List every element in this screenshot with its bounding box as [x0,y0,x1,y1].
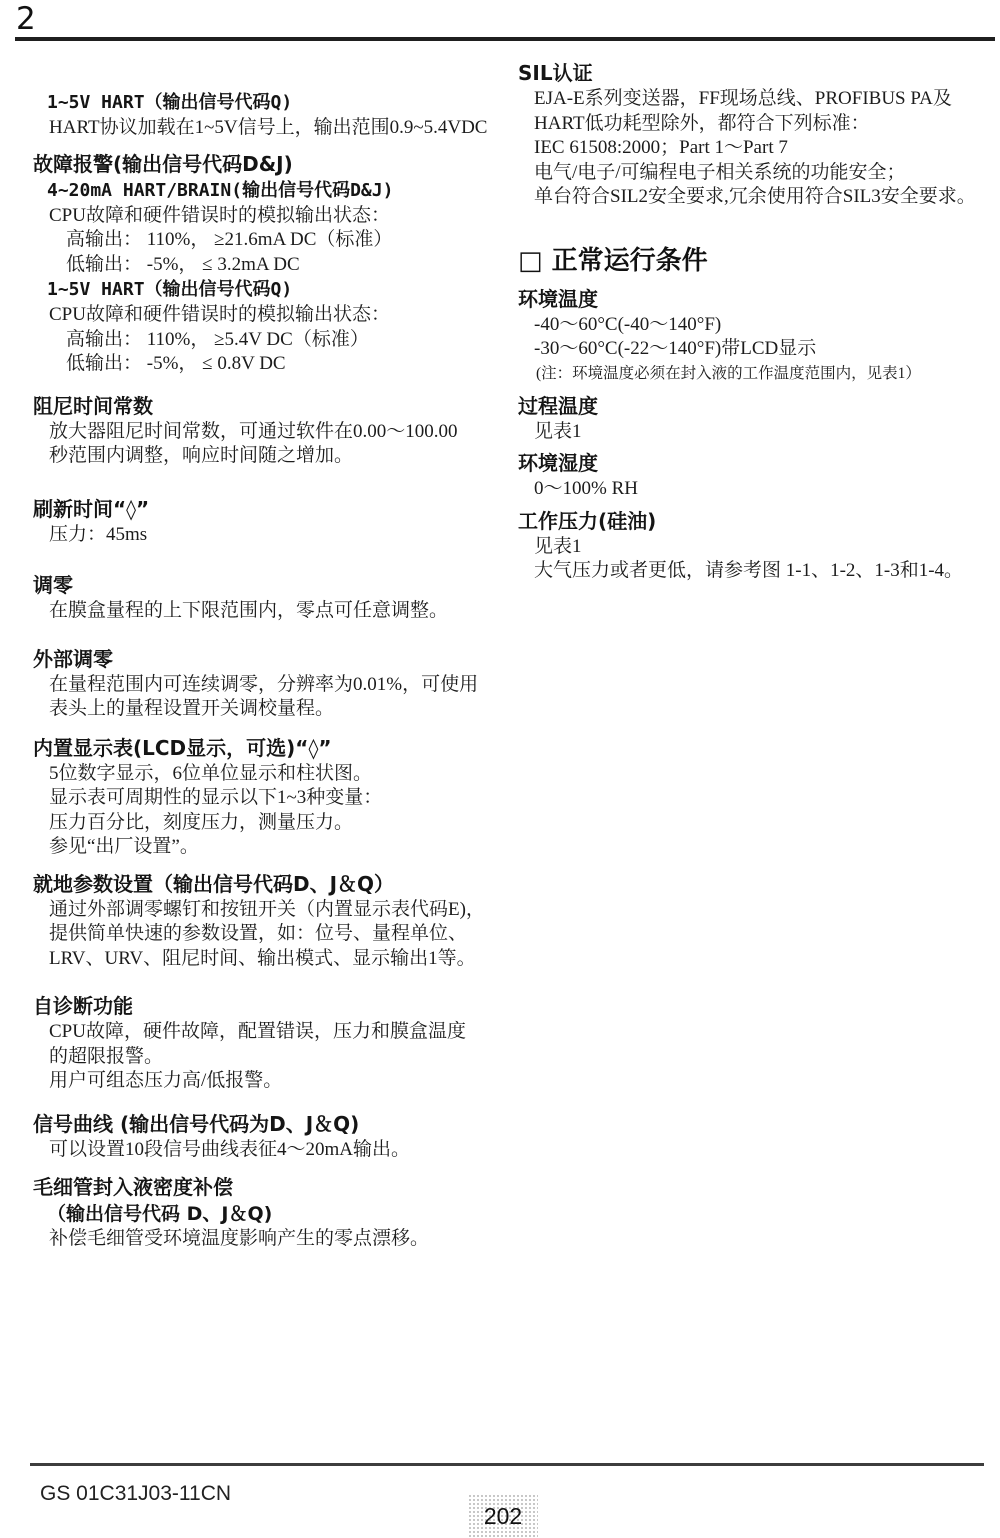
left-column [33,90,507,1252]
section-title: □ 正常运行条件 [518,245,708,276]
body-line: -40～60°C(-40～140°F) [534,313,722,335]
section-heading: 外部调零 [33,646,113,671]
section-1v5-hart [33,90,507,141]
body-line: 在膜盒量程的上下限范围内，零点可任意调整。 [49,600,449,621]
page-number-box [468,1494,538,1538]
section-fault-alarm [33,151,507,377]
body-line: CPU故障和硬件错误时的模拟输出状态： [49,204,390,226]
body-line: CPU故障，硬件故障，配置错误，压力和膜盒温度 [49,1021,466,1042]
body-line: 在量程范围内可连续调零，分辨率为0.01%，可使用 [49,673,479,695]
right-column [518,60,992,584]
section-heading: 内置显示表(LCD显示，可选)“◊” [33,735,332,760]
chapter-page-marker: 2 [16,1,36,37]
section-normal-operating-conditions [518,244,992,278]
body-line: HART协议加载在1~5V信号上，输出范围0.9~5.4VDC [49,117,488,138]
section-sil-certification [518,60,992,210]
section-heading: 过程温度 [518,393,598,418]
body-line: 低输出： -5%， ≤ 0.8V DC [66,353,286,374]
section-update-time [33,496,507,548]
section-heading: 毛细管封入液密度补偿 [33,1175,233,1199]
body-line: 放大器阻尼时间常数，可通过软件在0.00～100.00 [49,420,458,442]
section-process-temperature [518,393,992,445]
body-line: 可以设置10段信号曲线表征4～20mA输出。 [49,1138,411,1160]
body-line: 见表1 [534,535,582,557]
body-line: 的超限报警。 [49,1045,164,1067]
body-line: 见表1 [534,420,582,442]
body-line: EJA-E系列变送器，FF现场总线、PROFIBUS PA及 [534,88,952,109]
section-subheading: 4~20mA HART/BRAIN(输出信号代码D&J) [47,179,394,201]
note-line: (注：环境温度必须在封入液的工作温度范围内，见表1） [536,364,921,382]
section-heading: 环境湿度 [518,451,598,475]
body-line: 高输出： 110%， ≥21.6mA DC（标准） [66,229,393,250]
body-line: 用户可组态压力高/低报警。 [49,1070,283,1091]
body-line: IEC 61508:2000；Part 1～Part 7 [534,137,788,158]
body-line: 压力：45ms [49,523,148,545]
section-lcd-display [33,735,507,860]
body-line: 通过外部调零螺钉和按钮开关（内置显示表代码E)， [49,898,485,920]
section-ambient-humidity [518,450,992,502]
section-heading-line2: （输出信号代码 D、J＆Q) [47,1203,273,1225]
body-line: 5位数字显示，6位单位显示和柱状图。 [49,762,373,784]
body-line: LRV、URV、阻尼时间、输出模式、显示输出1等。 [49,947,476,969]
body-line: 大气压力或者更低，请参考图 1-1、1-2、1-3和1-4。 [534,560,964,581]
footer-rule [30,1463,984,1466]
body-line: CPU故障和硬件错误时的模拟输出状态： [49,304,390,325]
section-heading: 故障报警(输出信号代码D&J) [33,151,293,176]
section-heading: 刷新时间“◊” [33,496,150,521]
body-line: 秒范围内调整，响应时间随之增加。 [49,445,354,466]
body-line: 0～100% RH [534,478,638,499]
section-self-diagnostics [33,993,507,1094]
section-zero-adjust [33,572,507,624]
section-heading: 环境温度 [518,286,598,311]
section-heading: 信号曲线 (输出信号代码为D、J＆Q) [33,1111,360,1136]
section-damping-time [33,393,507,469]
body-line: 提供简单快速的参数设置，如：位号、量程单位、 [49,923,468,944]
section-heading: 阻尼时间常数 [33,393,153,418]
section-heading: 工作压力(硅油) [518,508,657,533]
section-external-zero [33,646,507,722]
document-number: GS 01C31J03-11CN [40,1482,232,1505]
body-line: 压力百分比，刻度压力，测量压力。 [49,811,354,833]
section-subheading: 1~5V HART（输出信号代码Q) [47,92,293,113]
header-rule [15,37,995,41]
section-local-parameter [33,871,507,972]
section-capillary-compensation [33,1174,507,1252]
body-line: 显示表可周期性的显示以下1~3种变量： [49,787,383,808]
section-heading: 调零 [33,573,73,597]
body-line: 单台符合SIL2安全要求,冗余使用符合SIL3安全要求。 [534,186,976,207]
section-heading: 自诊断功能 [33,994,133,1018]
section-signal-curve [33,1111,507,1163]
body-line: 电气/电子/可编程电子相关系统的功能安全； [534,161,906,183]
body-line: 参见“出厂设置”。 [49,836,199,857]
body-line: 低输出： -5%， ≤ 3.2mA DC [66,253,300,275]
body-line: 高输出： 110%， ≥5.4V DC（标准） [66,328,369,350]
body-line: 补偿毛细管受环境温度影响产生的零点漂移。 [49,1228,430,1249]
section-heading: SIL认证 [518,61,593,85]
page-number: 202 [483,1502,523,1529]
section-working-pressure [518,508,992,584]
body-line: -30～60°C(-22～140°F)带LCD显示 [534,338,817,359]
body-line: 表头上的量程设置开关调校量程。 [49,698,335,719]
body-line: HART低功耗型除外，都符合下列标准： [534,112,870,134]
section-ambient-temperature [518,286,992,385]
section-subheading: 1~5V HART（输出信号代码Q) [47,279,293,300]
section-heading: 就地参数设置（输出信号代码D、J＆Q） [33,871,395,896]
